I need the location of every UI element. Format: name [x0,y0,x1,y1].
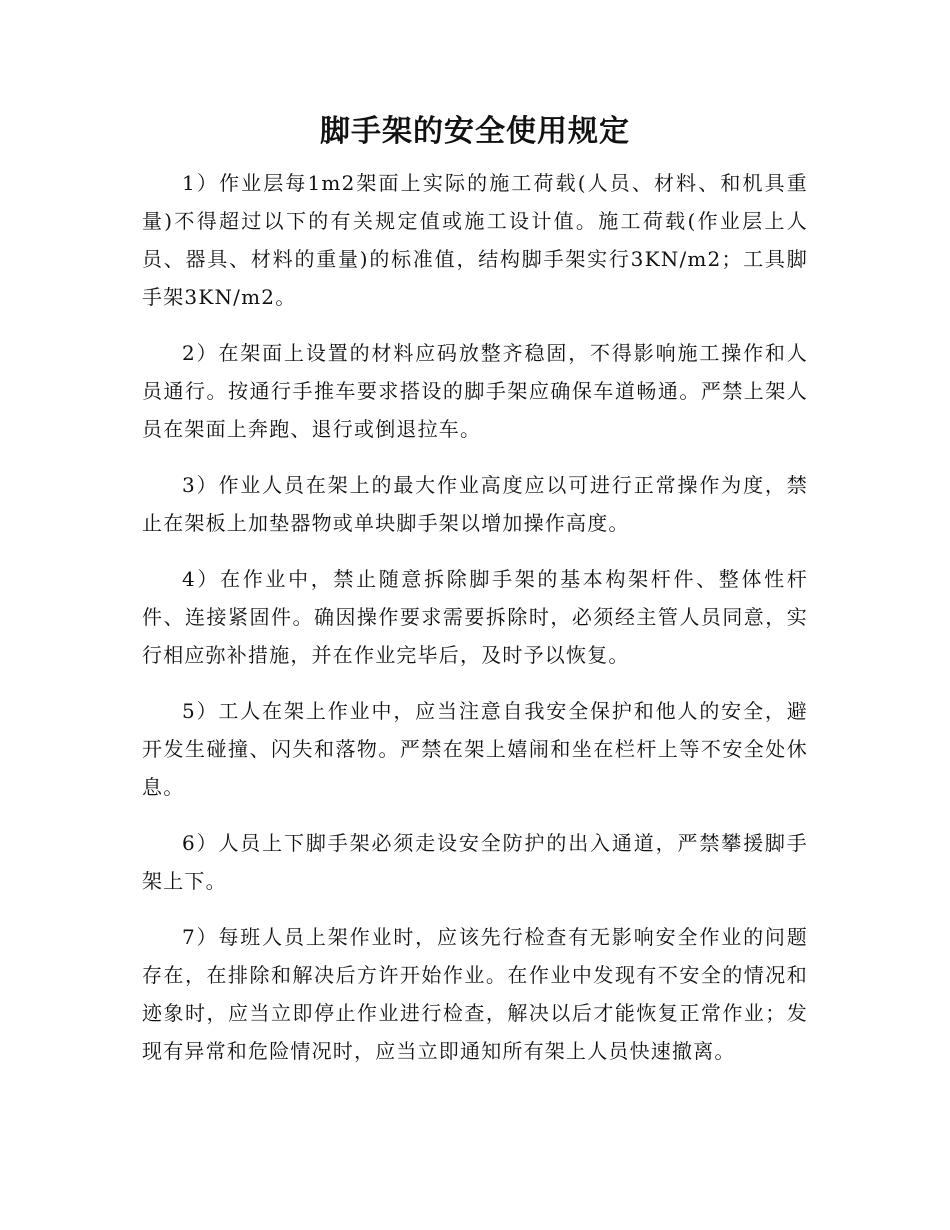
document-body [142,110,808,1088]
rule-paragraph-6: 6）人员上下脚手架必须走设安全防护的出入通道，严禁攀援脚手架上下。 [142,831,808,893]
rule-paragraph-1: 1）作业层每1m2架面上实际的施工荷载(人员、材料、和机具重量)不得超过以下的有关规定值或施工设计值。施工荷载(作业层上人员、器具、材料的重量)的标准值，结构脚手架实行3KN/m2；工具脚手架3KN/m2。 [142,171,808,309]
rule-paragraph-3: 3）作业人员在架上的最大作业高度应以可进行正常操作为度，禁止在架板上加垫器物或单块脚手架以增加操作高度。 [142,473,808,535]
rule-paragraph-7: 7）每班人员上架作业时，应该先行检查有无影响安全作业的问题存在，在排除和解决后方许开始作业。在作业中发现有不安全的情况和迹象时，应当立即停止作业进行检查，解决以后才能恢复正常作业；发现有异常和危险情况时，应当立即通知所有架上人员快速撤离。 [142,925,808,1063]
rule-paragraph-4: 4）在作业中，禁止随意拆除脚手架的基本构架杆件、整体性杆件、连接紧固件。确因操作要求需要拆除时，必须经主管人员同意，实行相应弥补措施，并在作业完毕后，及时予以恢复。 [142,567,808,667]
document-title: 脚手架的安全使用规定 [320,114,630,149]
rule-paragraph-5: 5）工人在架上作业中，应当注意自我安全保护和他人的安全，避开发生碰撞、闪失和落物。严禁在架上嬉闹和坐在栏杆上等不安全处休息。 [142,699,808,799]
rule-paragraph-2: 2）在架面上设置的材料应码放整齐稳固，不得影响施工操作和人员通行。按通行手推车要求搭设的脚手架应确保车道畅通。严禁上架人员在架面上奔跑、退行或倒退拉车。 [142,341,808,441]
